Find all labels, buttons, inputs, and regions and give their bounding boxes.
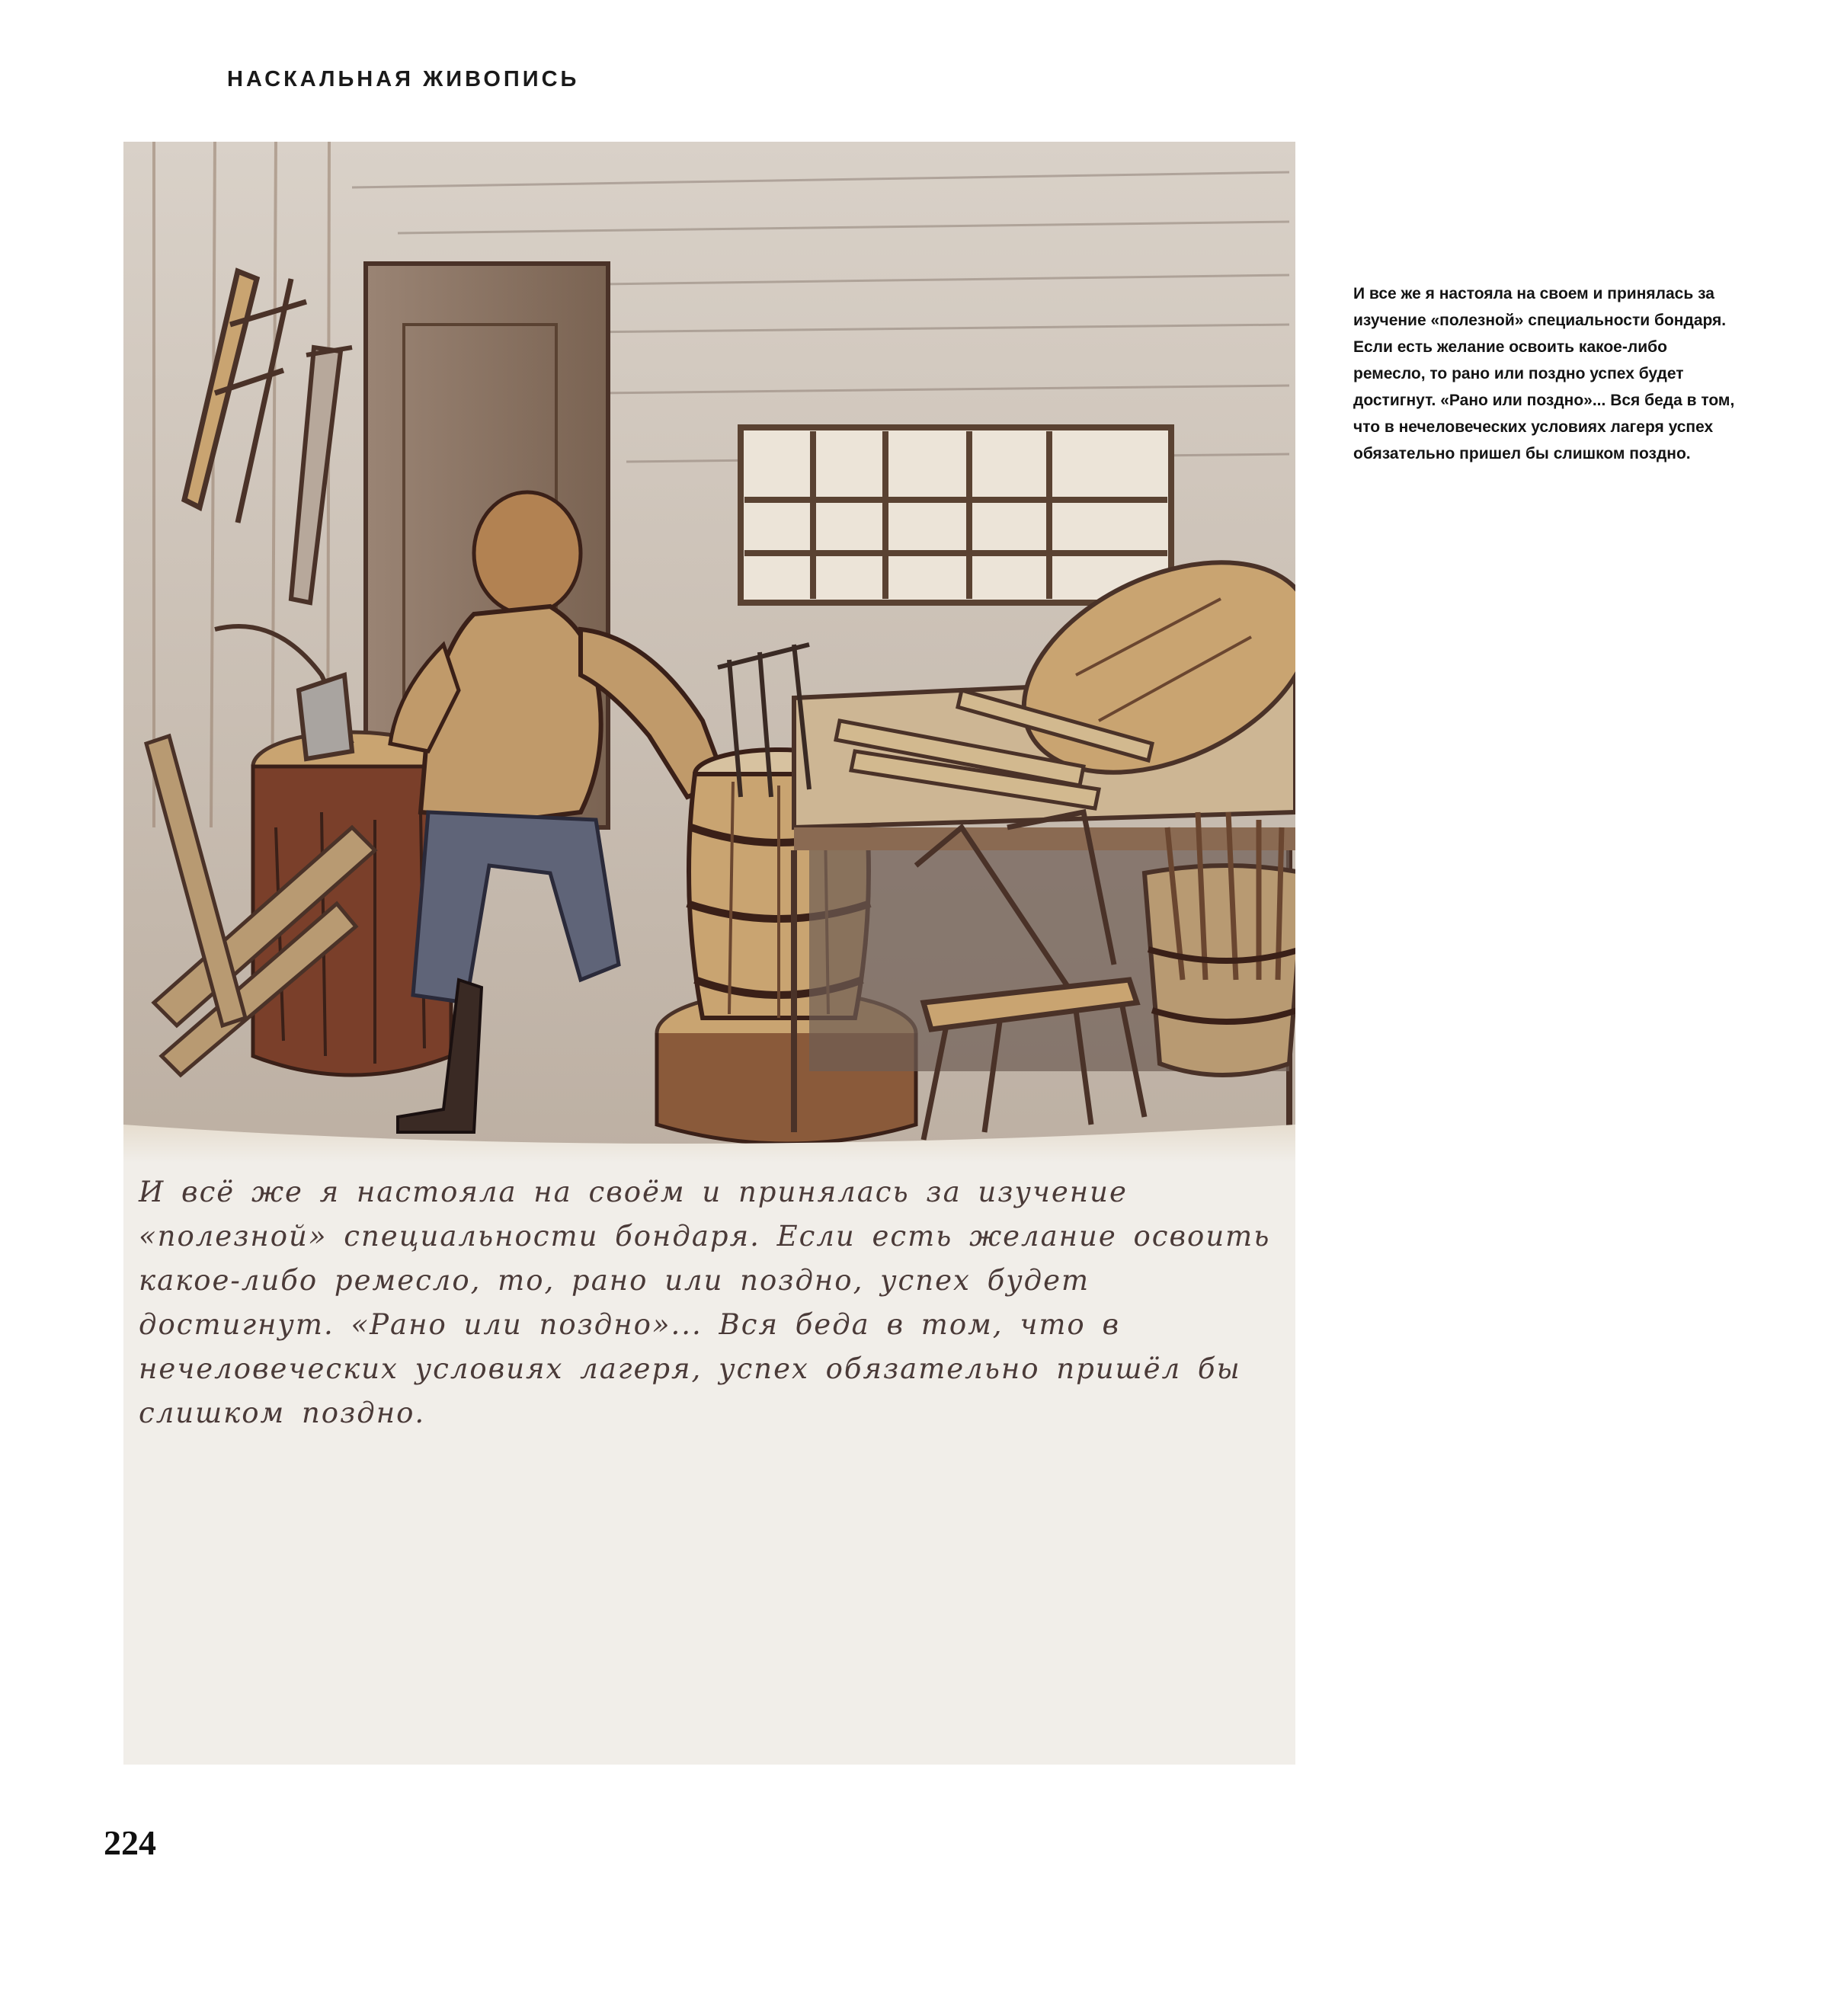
workshop-illustration xyxy=(123,142,1295,1163)
side-text: И все же я настояла на своем и принялась за изучение «полезной» специальности бондаря. Если есть желание освоить какое-либо ремесло, то рано или поздно успех будет достигнут. «Рано или поздно»... Вся беда в том, что в нечеловеческих условиях лагеря успех обязательно пришел бы слишком поздно. xyxy=(1353,285,1735,462)
illustration-plate xyxy=(123,142,1295,1765)
handwritten-caption: И всё же я настояла на своём и принялась за изучение «полезной» специальности бондаря. Если есть желание освоить какое-либо ремесло, то, рано или поздно, успех будет достигнут. «Рано или поздно»... Вся беда в том, что в нечеловеческих условиях лагеря, успех обязательно пришёл бы слишком поздно. xyxy=(139,1176,1271,1429)
page-number: 224 xyxy=(104,1823,156,1862)
running-head: НАСКАЛЬНАЯ ЖИВОПИСЬ xyxy=(227,67,580,91)
window xyxy=(741,427,1171,603)
